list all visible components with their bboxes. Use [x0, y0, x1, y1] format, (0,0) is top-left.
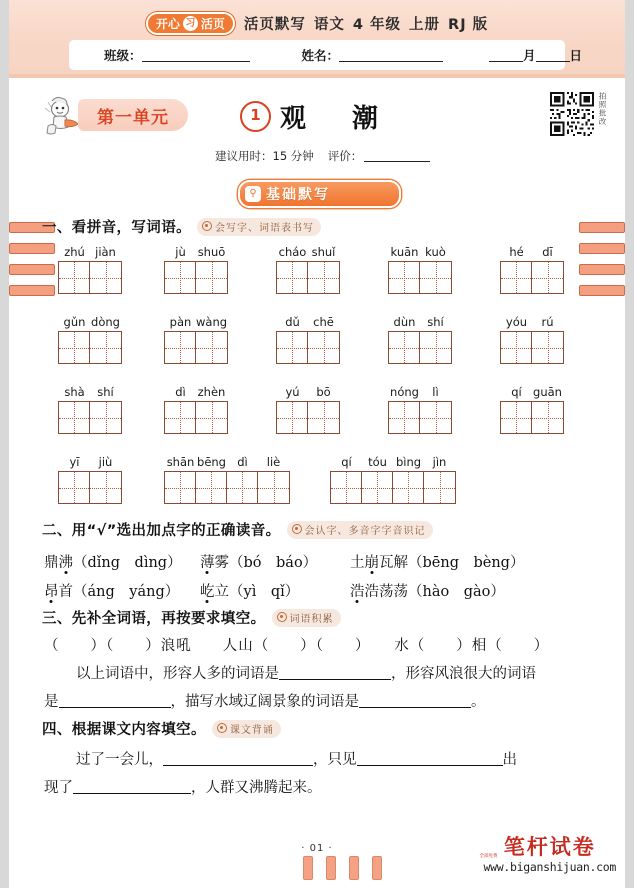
character-cell[interactable]	[59, 472, 90, 503]
pinyin-syllable: yī	[69, 455, 80, 469]
pinyin-syllable: bēng	[197, 455, 226, 469]
pinyin-label	[501, 245, 563, 259]
pinyin-syllable: dì	[175, 385, 186, 399]
pinyin-label	[389, 245, 451, 259]
character-cells[interactable]	[500, 331, 564, 364]
watermark-tiny: 全部免费	[479, 854, 498, 860]
date-month-blank[interactable]	[489, 48, 523, 62]
date-field[interactable]	[489, 46, 582, 64]
pinyin-word-group[interactable]	[500, 245, 564, 294]
pinyin-label	[331, 455, 455, 469]
pinyin-syllable: dǔ	[285, 315, 300, 329]
pinyin-syllable: shà	[64, 385, 85, 399]
pinyin-syllable: shí	[97, 385, 114, 399]
recite-line-1[interactable]	[76, 748, 517, 769]
character-cell[interactable]	[393, 472, 424, 503]
side-tick-right-1	[579, 222, 625, 233]
character-cell[interactable]	[308, 332, 339, 363]
pinyin-syllable: bìng	[395, 455, 422, 469]
pinyin-word-group[interactable]	[164, 245, 228, 294]
character-cell[interactable]	[331, 472, 362, 503]
pronunciation-item[interactable]	[200, 580, 299, 601]
pinyin-syllable: cháo	[278, 245, 307, 259]
section-ribbon	[238, 180, 401, 208]
pronunciation-item[interactable]	[350, 580, 505, 601]
question-4-heading	[42, 718, 281, 739]
fill-line-2-text-b: ，描写水域辽阔景象的词语是	[170, 694, 359, 710]
lesson-name: 观 潮	[280, 104, 389, 134]
pinyin-label	[277, 385, 339, 399]
lesson-number-badge: 1	[240, 101, 271, 132]
character-cell[interactable]	[196, 402, 227, 433]
pinyin-syllable: dì	[237, 455, 248, 469]
pinyin-word-group[interactable]	[276, 385, 340, 434]
question-1-tag	[197, 218, 321, 236]
recite-blank-1[interactable]	[163, 751, 313, 766]
header-title-part-1: 语文	[313, 16, 345, 33]
question-3-heading-text: 三、先补全词语，再按要求填空。	[42, 611, 266, 627]
character-cell[interactable]	[90, 402, 121, 433]
footer-decoration	[303, 856, 382, 880]
question-1-heading-text: 一、看拼音，写词语。	[42, 220, 191, 236]
header-title-part-2: 4 年级	[352, 16, 402, 33]
word-character: 荡	[379, 584, 394, 600]
pinyin-label	[165, 245, 227, 259]
character-cell[interactable]	[258, 472, 289, 503]
question-4-heading-text: 四、根据课文内容填空。	[42, 722, 206, 738]
pinyin-word-group[interactable]	[500, 315, 564, 364]
watermark	[479, 835, 616, 874]
header-title-part-4: RJ 版	[448, 16, 489, 33]
side-tick-right-3	[579, 264, 625, 275]
pronunciation-word	[44, 584, 73, 600]
dotted-character: 昂	[44, 584, 59, 600]
pinyin-syllable: dùn	[393, 315, 416, 329]
question-3-tag	[272, 609, 341, 627]
tag-dot-icon	[277, 612, 287, 622]
recite-line-1-text-b: ，只见	[313, 752, 357, 768]
pinyin-word-group[interactable]	[58, 455, 122, 504]
question-2-heading	[42, 519, 433, 540]
character-cell[interactable]	[424, 472, 455, 503]
character-cell[interactable]	[389, 402, 420, 433]
pronunciation-word	[350, 584, 408, 600]
fill-blank-2[interactable]	[59, 693, 171, 708]
character-cells[interactable]	[388, 331, 452, 364]
pinyin-word-group[interactable]	[330, 455, 456, 504]
character-cell[interactable]	[420, 262, 451, 293]
character-cells[interactable]	[276, 331, 340, 364]
question-4-tag-text: 课文背诵	[229, 724, 274, 736]
pinyin-label	[277, 245, 339, 259]
pronunciation-options[interactable]: （dǐng dìng）	[73, 555, 182, 571]
fill-line-1-text-b: ，形容风浪很大的词语	[391, 666, 536, 682]
character-cell[interactable]	[362, 472, 393, 503]
side-tick-left-4	[9, 285, 55, 296]
pinyin-syllable: bō	[316, 385, 331, 399]
pronunciation-options[interactable]: （yì qǐ）	[229, 584, 300, 600]
pronunciation-item[interactable]	[350, 551, 524, 572]
character-cell[interactable]	[165, 332, 196, 363]
character-cells[interactable]	[388, 401, 452, 434]
character-cells[interactable]	[58, 401, 122, 434]
pronunciation-word	[200, 584, 229, 600]
pinyin-syllable: jiàn	[95, 245, 116, 259]
character-cells[interactable]	[164, 401, 228, 434]
word-character: 首	[58, 584, 73, 600]
watermark-brand: 笔杆试卷	[503, 835, 596, 859]
pinyin-syllable: qí	[341, 455, 352, 469]
pinyin-label	[501, 385, 563, 399]
question-3-tag-text: 词语积累	[289, 613, 334, 625]
pinyin-word-group[interactable]	[58, 385, 122, 434]
footer-bar-4	[372, 856, 382, 880]
word-character: 土	[350, 555, 365, 571]
qr-caption: 拍照批改	[598, 92, 607, 126]
pinyin-syllable: shuǐ	[311, 245, 336, 259]
pinyin-word-group[interactable]	[164, 455, 290, 504]
class-field-blank[interactable]	[142, 48, 250, 62]
character-cells[interactable]	[500, 261, 564, 294]
magnifier-icon: ⚲	[245, 186, 261, 202]
brand-row	[9, 10, 625, 36]
character-cell[interactable]	[532, 262, 563, 293]
character-cells[interactable]	[164, 471, 290, 504]
pinyin-label	[389, 385, 451, 399]
pinyin-label	[165, 385, 227, 399]
pinyin-syllable: shān	[166, 455, 195, 469]
watermark-url: www.biganshijuan.com	[483, 860, 616, 874]
character-cells[interactable]	[388, 261, 452, 294]
pinyin-label	[59, 455, 121, 469]
character-cell[interactable]	[59, 402, 90, 433]
character-cell[interactable]	[277, 262, 308, 293]
character-cell[interactable]	[196, 472, 227, 503]
pinyin-label	[165, 315, 227, 329]
pinyin-syllable: shuō	[197, 245, 226, 259]
section-ribbon-label: 基础默写	[266, 187, 330, 203]
character-cell[interactable]	[90, 332, 121, 363]
pinyin-syllable: pàn	[169, 315, 192, 329]
pinyin-word-group[interactable]	[164, 385, 228, 434]
tag-dot-icon	[217, 723, 227, 733]
unit-badge-label: 第一单元	[97, 107, 169, 128]
pinyin-syllable: kuò	[425, 245, 446, 259]
pronunciation-word	[200, 555, 229, 571]
character-cells[interactable]	[276, 401, 340, 434]
pinyin-syllable: hé	[509, 245, 524, 259]
pinyin-syllable: jiù	[98, 455, 113, 469]
pinyin-word-group[interactable]	[388, 245, 452, 294]
class-field-label: 班级：	[104, 48, 142, 63]
character-cell[interactable]	[277, 332, 308, 363]
page-number: · 01 ·	[301, 843, 333, 854]
pinyin-syllable: nóng	[390, 385, 419, 399]
pinyin-word-group[interactable]	[388, 385, 452, 434]
suggested-time-label: 建议用时：15 分钟	[215, 149, 314, 163]
character-cells[interactable]	[276, 261, 340, 294]
dotted-character: 薄	[200, 555, 215, 571]
question-2-tag	[287, 521, 433, 539]
lesson-meta	[215, 148, 430, 164]
pinyin-label	[59, 385, 121, 399]
word-character: 雾	[214, 555, 229, 571]
recite-line-2[interactable]	[44, 776, 322, 797]
pronunciation-word	[44, 555, 73, 571]
side-tick-left-3	[9, 264, 55, 275]
character-cell[interactable]	[165, 402, 196, 433]
recite-line-2-text-b: ，人群又沸腾起来。	[191, 780, 322, 796]
qr-code-icon[interactable]	[550, 92, 594, 136]
character-cell[interactable]	[501, 402, 532, 433]
qr-block[interactable]	[550, 92, 606, 136]
pinyin-syllable: yú	[285, 385, 300, 399]
character-cell[interactable]	[165, 262, 196, 293]
idiom-blanks-line[interactable]: （ ）（ ）浪吼 人山（ ）（ ） 水（ ）相（ ）	[44, 638, 550, 654]
dotted-character: 崩	[364, 555, 379, 571]
pinyin-label	[389, 315, 451, 329]
header-banner	[9, 0, 625, 78]
character-cell[interactable]	[420, 332, 451, 363]
character-cells[interactable]	[58, 331, 122, 364]
question-4-tag	[212, 720, 281, 738]
character-cell[interactable]	[308, 402, 339, 433]
pinyin-syllable: wàng	[196, 315, 228, 329]
fill-line-2-text-a: 是	[44, 694, 59, 710]
pinyin-syllable: jù	[175, 245, 186, 259]
name-field-blank[interactable]	[339, 48, 443, 62]
header-title-part-0: 活页默写	[243, 16, 306, 33]
word-character: 解	[393, 555, 408, 571]
pinyin-word-group[interactable]	[388, 315, 452, 364]
footer-bar-1	[303, 856, 313, 880]
side-tick-right-4	[579, 285, 625, 296]
pronunciation-options[interactable]: （bēng bèng）	[408, 555, 525, 571]
character-cells[interactable]	[500, 401, 564, 434]
fill-line-1[interactable]	[76, 662, 536, 683]
pinyin-word-group[interactable]	[276, 315, 340, 364]
character-cell[interactable]	[501, 262, 532, 293]
character-cells[interactable]	[164, 331, 228, 364]
brand-logo-circle: 习	[183, 16, 198, 31]
pinyin-word-group[interactable]	[276, 245, 340, 294]
character-cell[interactable]	[501, 332, 532, 363]
header-title-part-3: 上册	[409, 16, 441, 33]
pinyin-word-group[interactable]	[164, 315, 228, 364]
pinyin-syllable: liè	[266, 455, 281, 469]
question-2-tag-text: 会认字、多音字字音识记	[304, 525, 426, 537]
pinyin-syllable: kuān	[390, 245, 419, 259]
dotted-character: 浩	[350, 584, 365, 600]
header-title	[244, 13, 488, 34]
character-cell[interactable]	[420, 402, 451, 433]
character-cell[interactable]	[532, 402, 563, 433]
brand-logo-left: 开心	[155, 16, 180, 31]
character-cells[interactable]	[164, 261, 228, 294]
pinyin-syllable: lì	[432, 385, 439, 399]
dotted-character: 沸	[58, 555, 73, 571]
pronunciation-item[interactable]	[44, 551, 182, 572]
pinyin-word-group[interactable]	[58, 245, 122, 294]
word-character: 立	[214, 584, 229, 600]
character-cell[interactable]	[59, 262, 90, 293]
lesson-title	[240, 98, 388, 135]
pinyin-label	[501, 315, 563, 329]
pinyin-syllable: guān	[533, 385, 562, 399]
character-cell[interactable]	[90, 262, 121, 293]
dotted-character: 屹	[200, 584, 215, 600]
pronunciation-word	[350, 555, 408, 571]
fill-line-1-text-a: 以上词语中，形容人多的词语是	[76, 666, 279, 682]
recite-line-1-text-c: 出	[502, 752, 517, 768]
pinyin-syllable: chē	[313, 315, 334, 329]
tag-dot-icon	[292, 524, 302, 534]
pinyin-word-group[interactable]	[500, 385, 564, 434]
pronunciation-item[interactable]	[44, 580, 179, 601]
name-field[interactable]	[302, 46, 444, 64]
rating-label: 评价：	[327, 149, 363, 163]
fill-line-2[interactable]	[44, 690, 486, 711]
character-cells[interactable]	[58, 471, 122, 504]
brand-logo	[146, 12, 235, 35]
pinyin-label	[59, 245, 121, 259]
page-edge-left	[0, 0, 9, 888]
pinyin-label	[277, 315, 339, 329]
character-cell[interactable]	[196, 262, 227, 293]
pinyin-syllable: rú	[541, 315, 554, 329]
pinyin-syllable: yóu	[505, 315, 528, 329]
pinyin-syllable: qí	[511, 385, 522, 399]
word-character: 鼎	[44, 555, 59, 571]
question-2-heading-text: 二、用“√”选出加点字的正确读音。	[42, 523, 281, 539]
recite-blank-3[interactable]	[73, 779, 191, 794]
fill-blank-3[interactable]	[359, 693, 471, 708]
word-character: 浩	[364, 584, 379, 600]
tag-dot-icon	[202, 221, 212, 231]
date-day-blank[interactable]	[536, 48, 570, 62]
pronunciation-options[interactable]: （hào gào）	[408, 584, 505, 600]
character-cell[interactable]	[389, 262, 420, 293]
pinyin-label	[59, 315, 121, 329]
unit-badge	[78, 99, 188, 131]
question-3-heading	[42, 607, 341, 628]
side-tick-left-2	[9, 243, 55, 254]
pinyin-syllable: jìn	[432, 455, 447, 469]
pronunciation-options[interactable]: （bó báo）	[229, 555, 318, 571]
pronunciation-options[interactable]: （áng yáng）	[73, 584, 180, 600]
pinyin-syllable: zhú	[64, 245, 85, 259]
word-character: 瓦	[379, 555, 394, 571]
pinyin-syllable: dī	[542, 245, 553, 259]
fill-line-2-text-c: 。	[471, 694, 486, 710]
character-cells[interactable]	[58, 261, 122, 294]
character-cell[interactable]	[165, 472, 196, 503]
question-1-tag-text: 会写字、词语表书写	[215, 222, 314, 234]
character-cell[interactable]	[90, 472, 121, 503]
footer-bar-2	[326, 856, 336, 880]
pinyin-syllable: shí	[427, 315, 444, 329]
side-tick-right-2	[579, 243, 625, 254]
pinyin-syllable: dòng	[91, 315, 120, 329]
recite-line-2-text-a: 现了	[44, 780, 73, 796]
character-cell[interactable]	[389, 332, 420, 363]
character-cell[interactable]	[532, 332, 563, 363]
pinyin-syllable: tóu	[368, 455, 387, 469]
name-field-label: 姓名：	[301, 48, 340, 63]
page-edge-right	[625, 0, 634, 888]
character-cell[interactable]	[59, 332, 90, 363]
question-1-heading	[42, 216, 321, 237]
character-cell[interactable]	[196, 332, 227, 363]
character-cell[interactable]	[227, 472, 258, 503]
date-day-label: 日	[569, 48, 583, 63]
class-field[interactable]	[104, 46, 250, 64]
pronunciation-item[interactable]	[200, 551, 317, 572]
character-cell[interactable]	[308, 262, 339, 293]
recite-line-1-text-a: 过了一会儿，	[76, 752, 163, 768]
date-month-label: 月	[523, 48, 536, 63]
character-cells[interactable]	[330, 471, 456, 504]
word-character: 荡	[393, 584, 408, 600]
character-cell[interactable]	[277, 402, 308, 433]
footer-bar-3	[349, 856, 359, 880]
brand-logo-right: 活页	[200, 16, 225, 31]
fill-blank-1[interactable]	[279, 665, 391, 680]
pinyin-syllable: zhèn	[197, 385, 226, 399]
pinyin-syllable: gǔn	[63, 315, 86, 329]
rating-blank[interactable]	[364, 150, 430, 162]
student-info-bar	[69, 40, 583, 70]
pinyin-word-group[interactable]	[58, 315, 122, 364]
recite-blank-2[interactable]	[357, 751, 503, 766]
pinyin-label	[165, 455, 289, 469]
